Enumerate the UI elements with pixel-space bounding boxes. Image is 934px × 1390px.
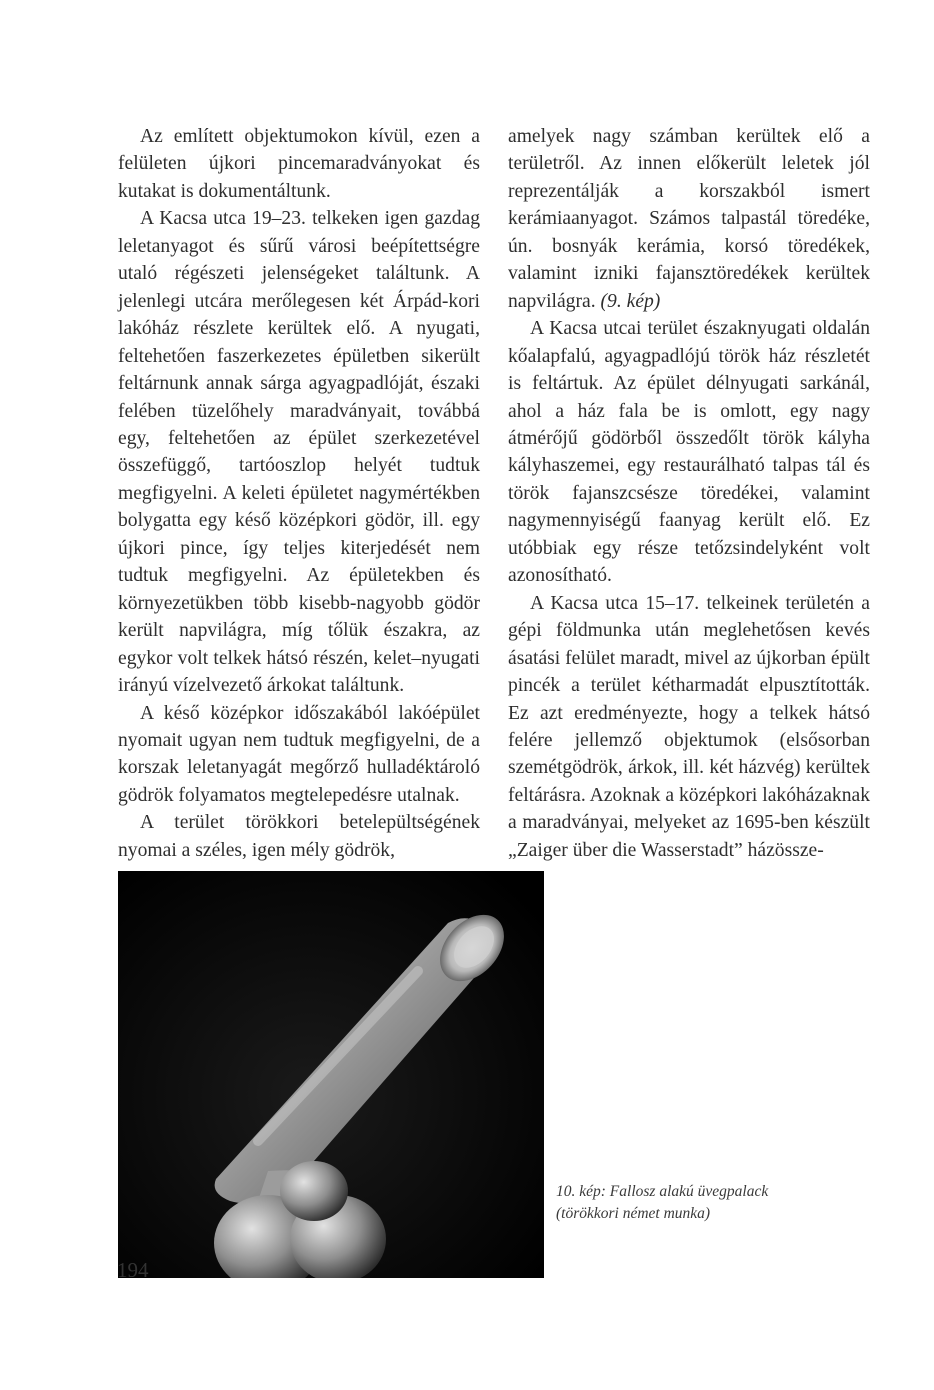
paragraph: A Kacsa utcai terület északnyugati oldalán kőalapfalú, agyagpadlójú török ház részletét is feltártuk. Az épület délnyugati sarkánál, ahol a ház fala be is omlott, egy nagy átmérőjű gödörből összedőlt török kályha kályhaszemei, egy restaurálható talpas tál és török fajanszcsésze töredékei, valamint nagymennyiségű faanyag került elő. Ez utóbbiak egy része tetőzsindelyként volt azonosítható.	[508, 318, 870, 587]
text-column-left	[118, 123, 480, 864]
figure-caption: 10. kép: Fallosz alakú üvegpalack (törökkori német munka)	[556, 1183, 769, 1222]
paragraph-text: amelyek nagy számban kerültek elő a területről. Az innen előkerült leletek jól reprezentálják a korszakból ismert kerámiaanyagot. Számos talpastál töredéke, ún. bosnyák kerámia, korsó töredékek, valamint izniki fajansztöredékek kerültek napvilágra.	[508, 126, 870, 312]
bottle-illustration	[118, 871, 544, 1278]
figure-photo-glass-bottle	[118, 871, 544, 1278]
figure-reference: (9. kép)	[600, 290, 661, 312]
paragraph: A Kacsa utca 15–17. telkeinek területén a gépi földmunka után meglehetősen kevés ásatási felület maradt, mivel az újkorban épült pincék a terület kétharmadát elpusztították. Ez azt eredményezte, hogy a telkek hátsó felére jellemző objektumok (elsősorban szemétgödrök, árkok, ill. két házvég) kerültek feltárásra. Azoknak a középkori lakóházaknak a maradványai, melyeket az 1695-ben készült „Zaiger über die Wasserstadt” házössze-	[508, 592, 870, 861]
paragraph: A terület törökkori betelepültségének nyomai a széles, igen mély gödrök,	[118, 812, 480, 861]
paragraph: Az említett objektumokon kívül, ezen a felületen újkori pincemaradványokat és kutakat is dokumentáltunk.	[118, 126, 480, 202]
paragraph	[508, 123, 870, 315]
paragraph: A késő középkor időszakából lakóépület nyomait ugyan nem tudtuk megfigyelni, de a korszak leletanyagát megőrző hulladéktároló gödrök folyamatos megtelepedésre utalnak.	[118, 702, 480, 806]
paragraph: A Kacsa utca 19–23. telkeken igen gazdag leletanyagot és sűrű városi beépítettségre utaló régészeti jelenségeket találtunk. A jelenlegi utcára merőlegesen két Árpád-kori lakóház részlete kerültek elő. A nyugati, feltehetően faszerkezetes épületben sikerült feltárnunk annak sárga agyagpadlóját, északi felében tüzelőhely maradványait, továbbá egy, feltehetően az épület szerkezetével összefüggő, tartóoszlop helyét tudtuk megfigyelni. A keleti épületet nagymértékben bolygatta egy késő középkori gödör, ill. egy újkori pince, így teljes kiterjedését nem tudtuk megfigyelni. Az épületekben és környezetükben több kisebb-nagyobb gödör került napvilágra, míg tőlük északra, az egykor volt telkek hátsó részén, kelet–nyugati irányú vízelvezető árkokat találtunk.	[118, 208, 480, 697]
text-column-right	[508, 123, 870, 864]
page-number: 194	[117, 1258, 149, 1282]
